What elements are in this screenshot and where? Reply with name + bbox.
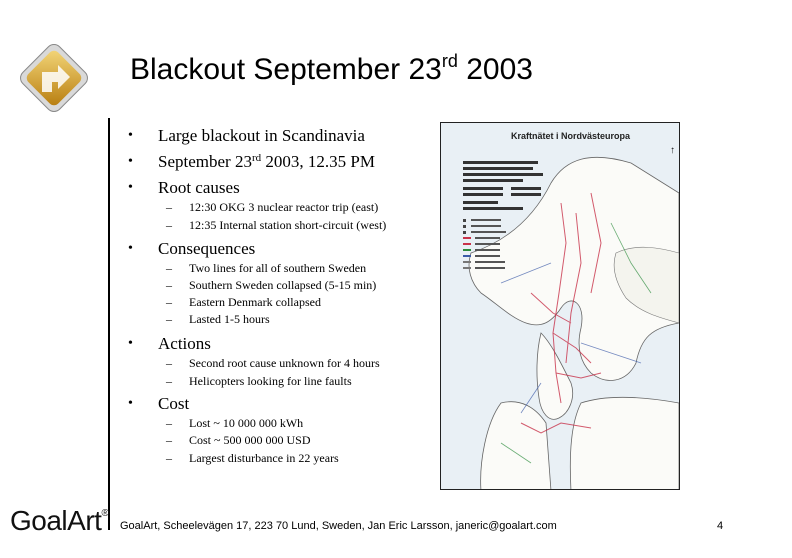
bullet-consequences: • Consequences xyxy=(128,239,256,258)
goalart-brand-logo: GoalArt® xyxy=(10,505,109,536)
map-title: Kraftnätet i Nordvästeuropa xyxy=(511,131,631,141)
sub-consequence-1: – Two lines for all of southern Sweden xyxy=(166,261,367,275)
sub-root-cause-1: – 12:30 OKG 3 nuclear reactor trip (east) xyxy=(166,200,379,214)
sub-cost-3: – Largest disturbance in 22 years xyxy=(166,451,339,465)
vertical-divider xyxy=(108,118,110,530)
map-illustration xyxy=(441,123,680,490)
sub-cost-2: – Cost ~ 500 000 000 USD xyxy=(166,433,311,447)
sub-consequence-4: – Lasted 1-5 hours xyxy=(166,312,270,326)
page-number: 4 xyxy=(717,520,724,532)
sub-consequence-3: – Eastern Denmark collapsed xyxy=(166,295,321,309)
sub-action-2: – Helicopters looking for line faults xyxy=(166,374,352,388)
goalart-diamond-logo-icon xyxy=(14,38,94,118)
sub-action-1: – Second root cause unknown for 4 hours xyxy=(166,356,380,370)
sub-cost-1: – Lost ~ 10 000 000 kWh xyxy=(166,416,304,430)
sub-root-cause-2: – 12:35 Internal station short-circuit (west) xyxy=(166,218,387,232)
bullet-cost: • Cost xyxy=(128,394,190,413)
bullet-actions: • Actions xyxy=(128,334,211,353)
svg-text:↑: ↑ xyxy=(670,145,675,156)
bullet-root-causes: • Root causes xyxy=(128,178,240,197)
footer-contact: GoalArt, Scheelevägen 17, 223 70 Lund, Sweden, Jan Eric Larsson, janeric@goalart.com xyxy=(120,520,557,532)
bullet-large-blackout: • Large blackout in Scandinavia xyxy=(128,126,365,145)
slide-title: Blackout September 23rd 2003 xyxy=(130,51,533,86)
sub-consequence-2: – Southern Sweden collapsed (5-15 min) xyxy=(166,278,377,292)
power-grid-map xyxy=(440,122,680,490)
bullet-date: • September 23rd 2003, 12.35 PM xyxy=(128,152,375,171)
